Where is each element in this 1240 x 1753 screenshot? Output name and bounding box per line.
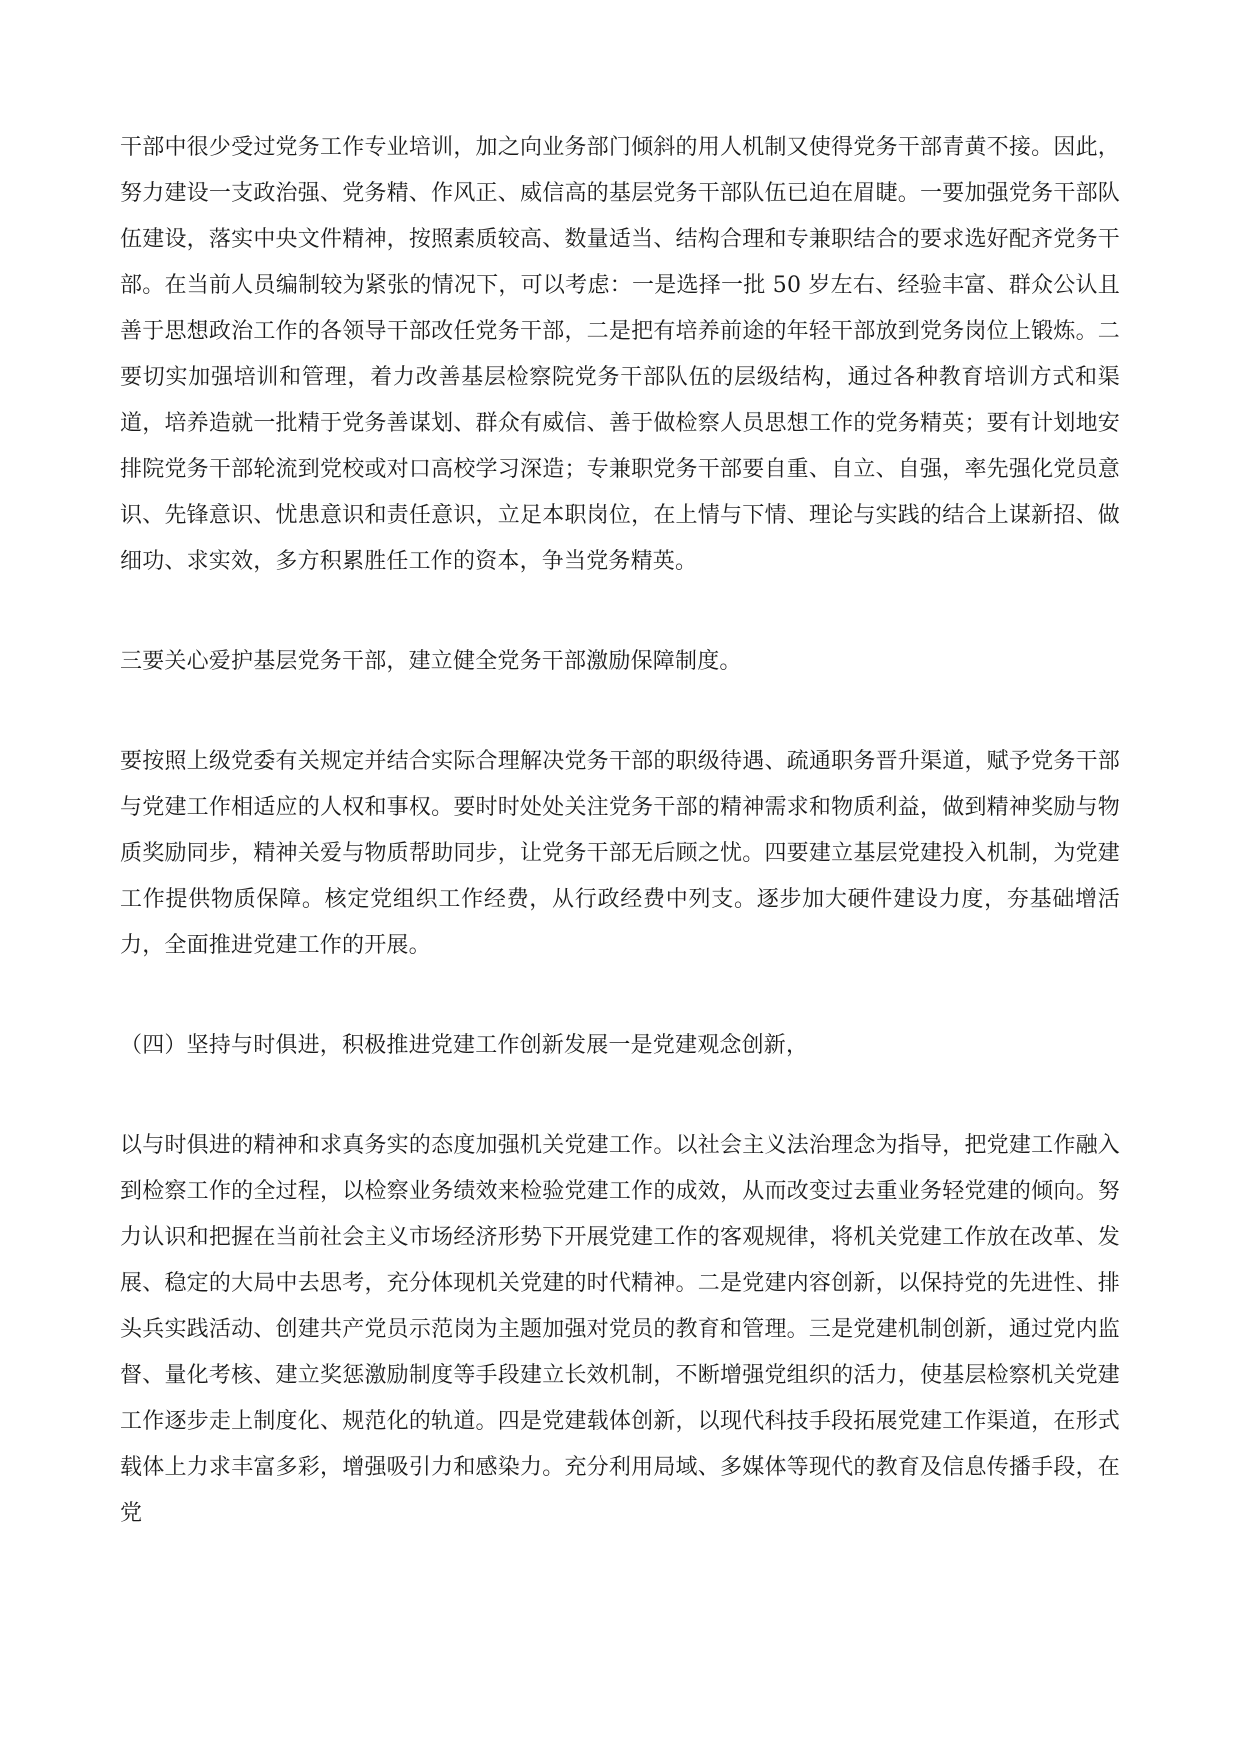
document-body [120,125,1120,1537]
paragraph-innovation-details: 以与时俱进的精神和求真务实的态度加强机关党建工作。以社会主义法治理念为指导，把党建工作融入到检察工作的全过程，以检察业务绩效来检验党建工作的成效，从而改变过去重业务轻党建的倾向。努力认识和把握在当前社会主义市场经济形势下开展党建工作的客观规律，将机关党建工作放在改革、发展、稳定的大局中去思考，充分体现机关党建的时代精神。二是党建内容创新，以保持党的先进性、排头兵实践活动、创建共产党员示范岗为主题加强对党员的教育和管理。三是党建机制创新，通过党内监督、量化考核、建立奖惩激励制度等手段建立长效机制，不断增强党组织的活力，使基层检察机关党建工作逐步走上制度化、规范化的轨道。四是党建载体创新，以现代科技手段拓展党建工作渠道，在形式载体上力求丰富多彩，增强吸引力和感染力。充分利用局域、多媒体等现代的教育及信息传播手段，在党 [120,1133,1120,1526]
paragraph-treatment-and-funding: 要按照上级党委有关规定并结合实际合理解决党务干部的职级待遇、疏通职务晋升渠道，赋予党务干部与党建工作相适应的人权和事权。要时时处处关注党务干部的精神需求和物质利益，做到精神奖励与物质奖励同步，精神关爱与物质帮助同步，让党务干部无后顾之忧。四要建立基层党建投入机制，为党建工作提供物质保障。核定党组织工作经费，从行政经费中列支。逐步加大硬件建设力度，夯基础增活力，全面推进党建工作的开展。 [120,749,1120,958]
paragraph-care-for-cadres: 三要关心爱护基层党务干部，建立健全党务干部激励保障制度。 [120,649,742,674]
paragraph-cadre-training: 干部中很少受过党务工作专业培训，加之向业务部门倾斜的用人机制又使得党务干部青黄不接。因此，努力建设一支政治强、党务精、作风正、威信高的基层党务干部队伍已迫在眉睫。一要加强党务干部队伍建设，落实中央文件精神，按照素质较高、数量适当、结构合理和专兼职结合的要求选好配齐党务干部。在当前人员编制较为紧张的情况下，可以考虑：一是选择一批 50 岁左右、经验丰富、群众公认且善于思想政治工作的各领导干部改任党务干部，二是把有培养前途的年轻干部放到党务岗位上锻炼。二要切实加强培训和管理，着力改善基层检察院党务干部队伍的层级结构，通过各种教育培训方式和渠道，培养造就一批精于党务善谋划、群众有威信、善于做检察人员思想工作的党务精英；要有计划地安排院党务干部轮流到党校或对口高校学习深造；专兼职党务干部要自重、自立、自强，率先强化党员意识、先锋意识、忧患意识和责任意识，立足本职岗位，在上情与下情、理论与实践的结合上谋新招、做细功、求实效，多方积累胜任工作的资本，争当党务精英。 [120,135,1120,574]
section-heading-innovation: （四）坚持与时俱进，积极推进党建工作创新发展一是党建观念创新， [120,1033,809,1058]
